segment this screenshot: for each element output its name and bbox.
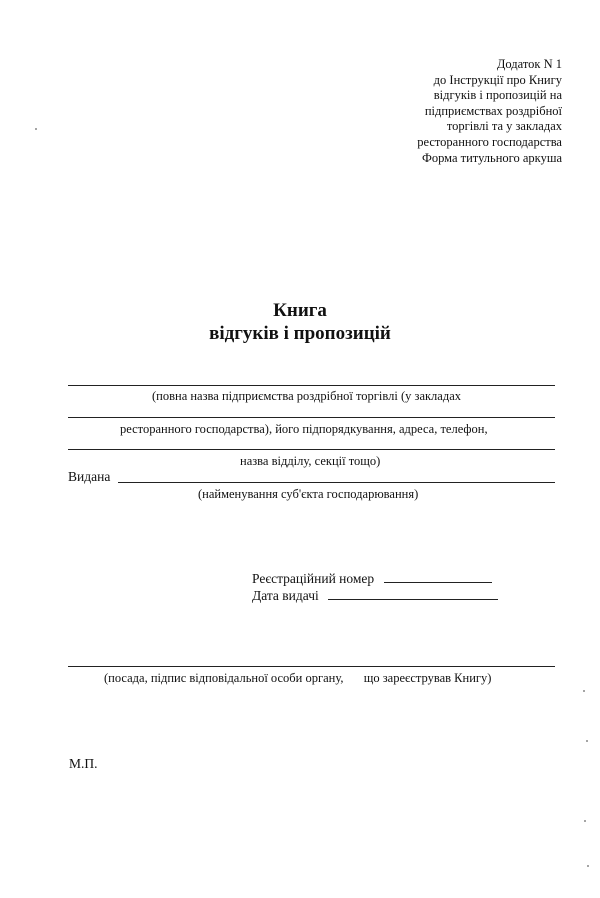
scan-speck [584,820,586,822]
registration-number-blank [384,571,492,583]
appendix-line: відгуків і пропозицій на [433,88,562,103]
stamp-place: М.П. [69,756,98,771]
issued-caption: (найменування суб'єкта господарювання) [198,487,419,501]
enterprise-caption-2: ресторанного господарства), його підпорядкування, адреса, телефон, [120,422,488,436]
appendix-note [362,57,562,166]
official-caption-part-1: (посада, підпис відповідальної особи органу, [104,671,344,685]
registration-number-label: Реєстраційний номер [252,571,375,586]
appendix-line: Форма титульного аркуша [421,150,562,165]
document-title [0,299,600,345]
appendix-line: до Інструкції про Книгу [433,72,562,87]
registration-number-field [252,570,492,587]
scan-speck [583,690,585,692]
scan-speck [587,865,589,867]
enterprise-line-1 [68,385,555,386]
appendix-line: ресторанного господарства [417,134,562,149]
official-caption [104,671,491,686]
enterprise-caption-3: назва відділу, секції тощо) [240,454,381,468]
appendix-line: підприємствах роздрібної [424,103,562,118]
enterprise-caption-1: (повна назва підприємства роздрібної торгівлі (у закладах [152,389,462,403]
title-line-2: відгуків і пропозицій [209,323,391,344]
enterprise-line-3 [68,449,555,450]
title-line-1: Книга [273,300,327,321]
issued-label: Видана [68,469,111,484]
issue-date-label: Дата видачі [252,588,319,603]
appendix-line: Додаток N 1 [496,57,562,71]
appendix-line: торгівлі та у закладах [446,119,562,134]
official-caption-part-2: що зареєстрував Книгу) [363,671,492,685]
enterprise-line-2 [68,417,555,418]
scan-speck [35,128,37,130]
issue-date-field [252,587,498,604]
official-line [68,666,555,667]
issue-date-blank [328,588,498,600]
scan-speck [586,740,588,742]
issued-line [118,482,555,483]
